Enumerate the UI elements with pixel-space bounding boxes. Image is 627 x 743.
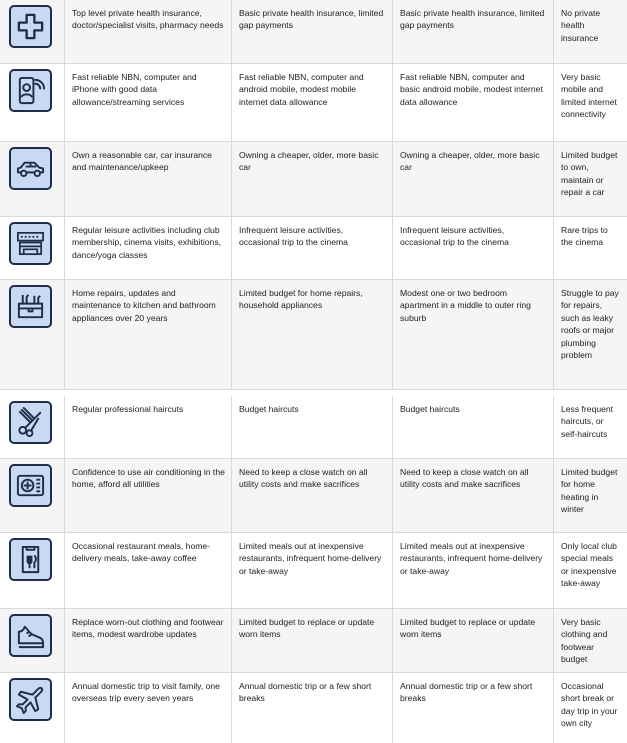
table-cell: Only local club special meals or inexpensive take-away — [561, 541, 617, 589]
table-cell: Basic private health insurance, limited gap payments — [393, 0, 554, 63]
table-cell: Budget haircuts — [232, 396, 393, 458]
haircut-scissors-icon — [9, 401, 52, 444]
airplane-icon — [9, 678, 52, 721]
table-cell: Modest one or two bedroom apartment in a middle to outer ring suburb — [393, 280, 554, 389]
table-cell: Annual domestic trip or a few short breaks — [232, 673, 393, 743]
medical-cross-icon — [9, 5, 52, 48]
takeaway-bag-icon — [9, 538, 52, 581]
toolbox-icon — [9, 285, 52, 328]
table-cell: Very basic mobile and limited internet connectivity — [561, 72, 617, 120]
table-row — [0, 64, 627, 142]
car-icon — [9, 147, 52, 190]
table-cell: Confidence to use air conditioning in the home, afford all utilities — [65, 459, 232, 532]
table-cell: Rare trips to the cinema — [561, 225, 608, 248]
table-cell: Budget haircuts — [393, 396, 554, 458]
table-cell: Infrequent leisure activities, occasional trip to the cinema — [393, 217, 554, 279]
table-cell: Struggle to pay for repairs, such as leaky roofs or major plumbing problem — [561, 288, 619, 361]
table-row — [0, 396, 627, 459]
table-cell: Limited budget to replace or update worn items — [232, 609, 393, 672]
table-cell: Occasional restaurant meals, home-delivery meals, take-away coffee — [65, 533, 232, 608]
table-cell: Limited budget to own, maintain or repair a car — [561, 150, 618, 198]
table-cell: Regular professional haircuts — [65, 396, 232, 458]
table-cell: Fast reliable NBN, computer and android mobile, modest mobile internet data allowance — [232, 64, 393, 141]
table-row — [0, 459, 627, 533]
table-cell: Limited budget for home heating in winter — [561, 467, 618, 515]
table-cell: Limited meals out at inexpensive restaurants, infrequent home-delivery or take-away — [393, 533, 554, 608]
table-cell: Infrequent leisure activities, occasional trip to the cinema — [232, 217, 393, 279]
table-row — [0, 673, 627, 743]
table-cell: Annual domestic trip to visit family, one overseas trip every seven years — [65, 673, 232, 743]
table-cell: Fast reliable NBN, computer and iPhone with good data allowance/streaming services — [65, 64, 232, 141]
table-cell: Owning a cheaper, older, more basic car — [232, 142, 393, 216]
table-cell: Limited budget for home repairs, household appliances — [232, 280, 393, 389]
table-cell: Annual domestic trip or a few short breaks — [393, 673, 554, 743]
table-cell: Top level private health insurance, doctor/specialist visits, pharmacy needs — [65, 0, 232, 63]
cinema-icon — [9, 222, 52, 265]
table-row — [0, 280, 627, 390]
table-cell: Need to keep a close watch on all utility costs and make sacrifices — [393, 459, 554, 532]
table-cell: Replace worn-out clothing and footwear items, modest wardrobe updates — [65, 609, 232, 672]
table-cell: Basic private health insurance, limited gap payments — [232, 0, 393, 63]
table-cell: Regular leisure activities including club membership, cinema visits, exhibitions, dance/yoga classes — [65, 217, 232, 279]
air-conditioner-icon — [9, 464, 52, 507]
table-row — [0, 533, 627, 609]
table-cell: Fast reliable NBN, computer and basic android mobile, modest internet data allowance — [393, 64, 554, 141]
table-cell: Limited meals out at inexpensive restaurants, infrequent home-delivery or take-away — [232, 533, 393, 608]
table-row — [0, 0, 627, 64]
table-cell: Occasional short break or day trip in your own city — [561, 681, 618, 729]
table-cell: Own a reasonable car, car insurance and maintenance/upkeep — [65, 142, 232, 216]
table-cell: Need to keep a close watch on all utility costs and make sacrifices — [232, 459, 393, 532]
table-cell: Home repairs, updates and maintenance to kitchen and bathroom appliances over 20 years — [65, 280, 232, 389]
table-cell: No private health insurance — [561, 8, 601, 43]
table-cell: Limited budget to replace or update worn items — [393, 609, 554, 672]
table-row — [0, 142, 627, 217]
table-row — [0, 609, 627, 673]
table-cell: Owning a cheaper, older, more basic car — [393, 142, 554, 216]
table-cell: Less frequent haircuts, or self-haircuts — [561, 404, 614, 439]
phone-internet-icon — [9, 69, 52, 112]
table-row — [0, 217, 627, 280]
table-cell: Very basic clothing and footwear budget — [561, 617, 608, 665]
shoe-icon — [9, 614, 52, 657]
